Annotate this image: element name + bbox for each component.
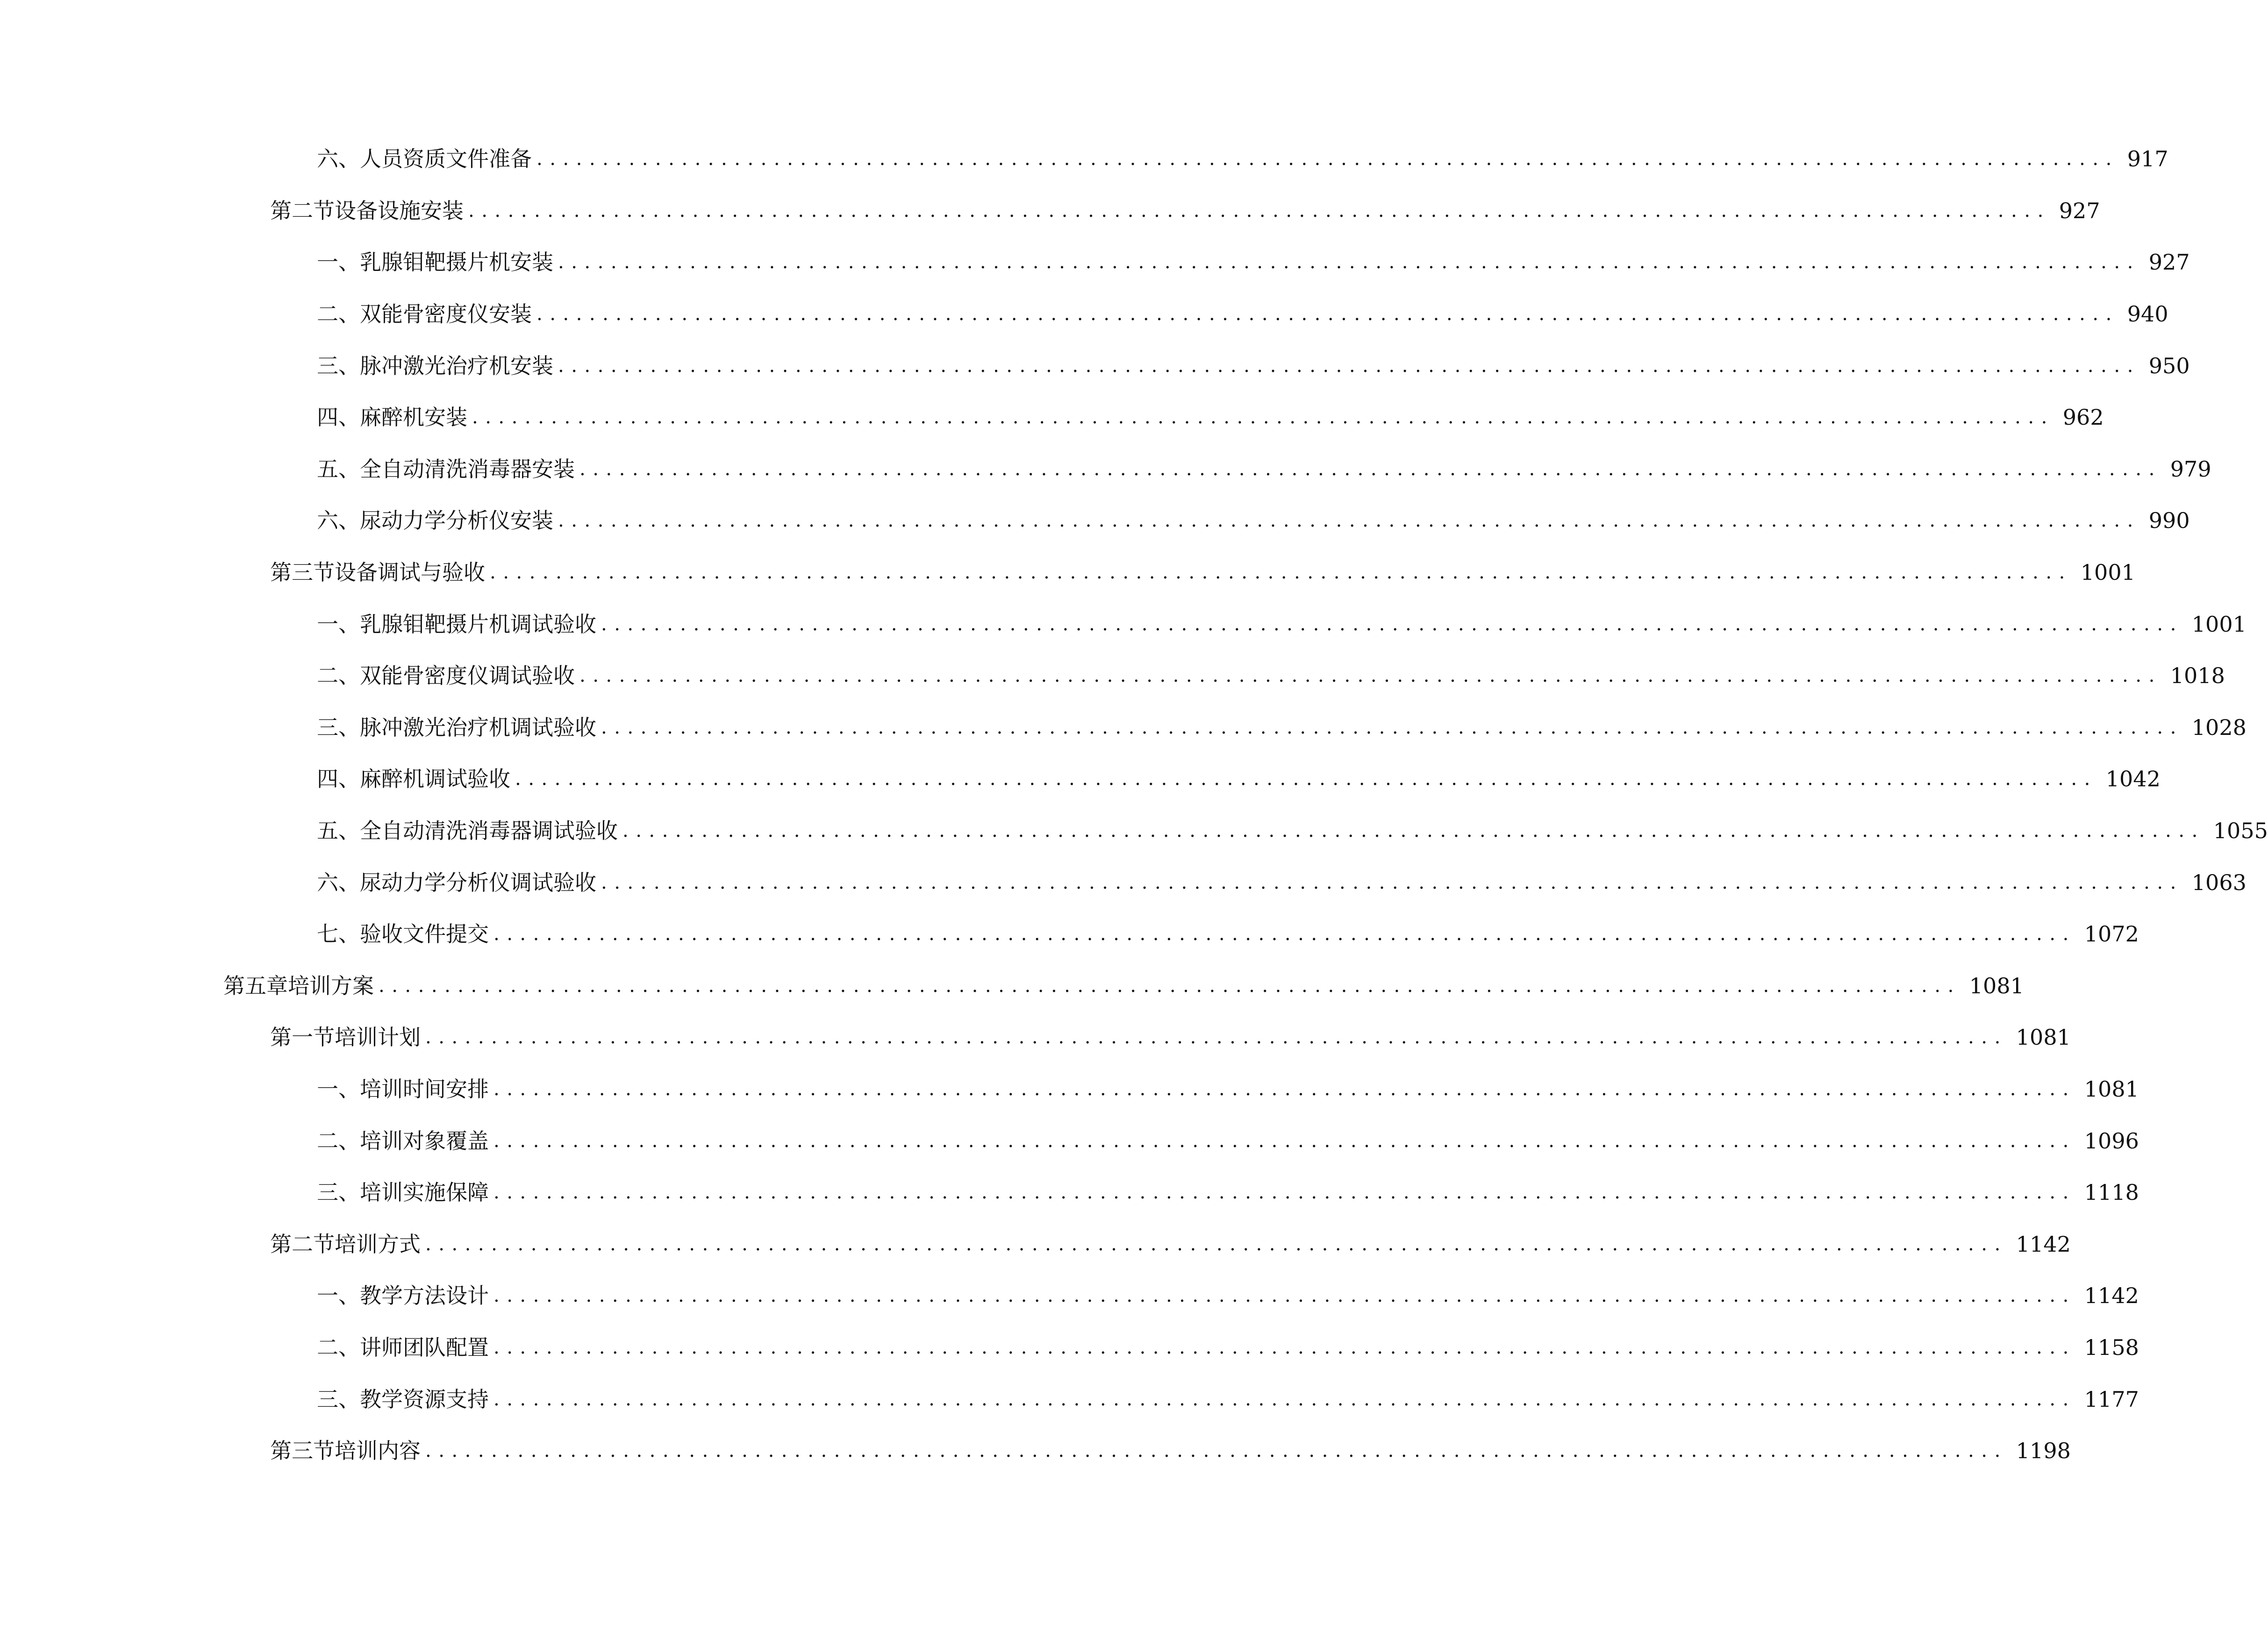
dot-leader: ........................................................................................................................: [425, 1440, 2008, 1462]
dot-leader: ........................................................................................................................: [622, 820, 2205, 842]
toc-entry[interactable]: [0, 1270, 2139, 1322]
toc-entry-title: 人员资质文件准备: [360, 146, 532, 172]
toc-entry[interactable]: [0, 1167, 2139, 1219]
toc-entry[interactable]: [0, 443, 2211, 495]
toc-entry-page-number: 1001: [2191, 611, 2247, 637]
toc-entry[interactable]: [0, 1322, 2139, 1374]
toc-entry[interactable]: [0, 805, 2268, 857]
toc-entry-page-number: 1063: [2191, 869, 2247, 895]
dot-leader: ........................................................................................................................: [601, 613, 2183, 635]
toc-entry-page-number: 917: [2127, 146, 2168, 172]
toc-entry-title: 培训方式: [335, 1231, 421, 1257]
toc-entry[interactable]: [0, 1063, 2139, 1115]
dot-leader: ........................................................................................................................: [472, 406, 2054, 428]
toc-entry-page-number: 979: [2170, 456, 2211, 482]
toc-entry-page-number: 1142: [2084, 1283, 2139, 1309]
toc-entry-page-number: 990: [2148, 508, 2190, 534]
toc-entry[interactable]: [0, 1218, 2071, 1270]
table-of-contents: [0, 133, 2268, 1476]
toc-entry[interactable]: [0, 547, 2135, 599]
dot-leader: ........................................................................................................................: [580, 665, 2162, 687]
dot-leader: ........................................................................................................................: [537, 303, 2119, 325]
dot-leader: ........................................................................................................................: [494, 1130, 2076, 1152]
dot-leader: ........................................................................................................................: [558, 510, 2140, 532]
toc-entry-title: 培训时间安排: [360, 1076, 489, 1102]
toc-entry-page-number: 1001: [2080, 560, 2135, 585]
toc-entry-number: 三、: [317, 1386, 360, 1412]
toc-entry-page-number: 940: [2127, 301, 2168, 327]
toc-entry[interactable]: [0, 392, 2104, 443]
toc-entry[interactable]: [0, 133, 2168, 185]
toc-entry[interactable]: [0, 753, 2161, 805]
toc-entry[interactable]: [0, 598, 2247, 650]
dot-leader: ........................................................................................................................: [601, 716, 2183, 738]
dot-leader: ........................................................................................................................: [601, 871, 2183, 893]
toc-entry-page-number: 927: [2148, 249, 2190, 275]
toc-entry-title: 教学资源支持: [360, 1386, 489, 1412]
toc-entry[interactable]: [0, 1012, 2071, 1063]
toc-entry-number: 第五章: [223, 973, 288, 998]
dot-leader: ........................................................................................................................: [494, 1336, 2076, 1358]
toc-entry-page-number: 1158: [2084, 1334, 2139, 1360]
toc-entry-title: 尿动力学分析仪调试验收: [360, 869, 596, 895]
toc-entry-number: 四、: [317, 766, 360, 792]
toc-entry[interactable]: [0, 236, 2190, 288]
toc-entry-number: 三、: [317, 1180, 360, 1205]
toc-entry[interactable]: [0, 185, 2100, 237]
dot-leader: ........................................................................................................................: [494, 1078, 2076, 1100]
toc-entry-number: 一、: [317, 249, 360, 275]
toc-entry-title: 双能骨密度仪安装: [360, 301, 532, 327]
dot-leader: ........................................................................................................................: [379, 975, 1961, 997]
toc-entry-title: 尿动力学分析仪安装: [360, 508, 553, 534]
dot-leader: ........................................................................................................................: [468, 200, 2051, 221]
toc-entry-page-number: 1072: [2084, 921, 2139, 947]
toc-entry-title: 设备调试与验收: [335, 560, 485, 585]
toc-entry-number: 六、: [317, 146, 360, 172]
toc-entry-number: 七、: [317, 921, 360, 947]
toc-entry-title: 双能骨密度仪调试验收: [360, 663, 575, 689]
toc-entry-title: 麻醉机安装: [360, 405, 467, 430]
toc-entry-title: 教学方法设计: [360, 1283, 489, 1309]
toc-entry[interactable]: [0, 1373, 2139, 1425]
toc-entry-number: 一、: [317, 611, 360, 637]
toc-entry-page-number: 1096: [2084, 1128, 2139, 1154]
dot-leader: ........................................................................................................................: [537, 148, 2119, 170]
dot-leader: ........................................................................................................................: [558, 251, 2140, 273]
toc-entry-number: 二、: [317, 1128, 360, 1154]
toc-entry[interactable]: [0, 960, 2024, 1012]
dot-leader: ........................................................................................................................: [515, 768, 2097, 790]
toc-entry-page-number: 962: [2062, 405, 2104, 430]
toc-entry[interactable]: [0, 856, 2247, 908]
toc-entry-number: 一、: [317, 1076, 360, 1102]
toc-entry-number: 第一节: [270, 1025, 335, 1050]
toc-entry-title: 培训方案: [288, 973, 374, 998]
toc-entry[interactable]: [0, 908, 2139, 960]
toc-entry-number: 六、: [317, 869, 360, 895]
toc-entry-number: 第三节: [270, 1438, 335, 1464]
dot-leader: ........................................................................................................................: [494, 923, 2076, 945]
toc-entry-page-number: 1042: [2105, 766, 2161, 792]
dot-leader: ........................................................................................................................: [494, 1285, 2076, 1307]
dot-leader: ........................................................................................................................: [494, 1388, 2076, 1410]
dot-leader: ........................................................................................................................: [425, 1233, 2008, 1255]
toc-entry-page-number: 1118: [2084, 1180, 2139, 1205]
toc-entry-number: 一、: [317, 1283, 360, 1309]
toc-entry-page-number: 1081: [2084, 1076, 2139, 1102]
dot-leader: ........................................................................................................................: [580, 458, 2162, 480]
toc-entry-page-number: 1081: [1969, 973, 2024, 998]
toc-entry[interactable]: [0, 1425, 2071, 1477]
toc-entry-number: 五、: [317, 818, 360, 844]
toc-entry-number: 三、: [317, 353, 360, 378]
toc-entry-title: 麻醉机调试验收: [360, 766, 510, 792]
toc-entry-page-number: 1081: [2016, 1025, 2071, 1050]
toc-entry-title: 设备设施安装: [335, 198, 464, 223]
toc-entry-page-number: 1028: [2191, 714, 2247, 740]
toc-entry-title: 脉冲激光治疗机安装: [360, 353, 553, 378]
toc-entry-number: 六、: [317, 508, 360, 534]
toc-entry-page-number: 1018: [2170, 663, 2225, 689]
toc-entry-title: 培训对象覆盖: [360, 1128, 489, 1154]
toc-entry-title: 培训计划: [335, 1025, 421, 1050]
toc-entry-number: 第二节: [270, 198, 335, 223]
toc-entry[interactable]: [0, 650, 2225, 702]
toc-entry-title: 验收文件提交: [360, 921, 489, 947]
toc-entry-number: 五、: [317, 456, 360, 482]
toc-entry-title: 脉冲激光治疗机调试验收: [360, 714, 596, 740]
toc-entry-page-number: 950: [2148, 353, 2190, 378]
toc-entry-page-number: 1055: [2213, 818, 2268, 844]
toc-entry-number: 二、: [317, 301, 360, 327]
toc-entry-number: 第二节: [270, 1231, 335, 1257]
toc-entry[interactable]: [0, 1115, 2139, 1167]
dot-leader: ........................................................................................................................: [490, 562, 2072, 584]
toc-entry-page-number: 1177: [2084, 1386, 2139, 1412]
toc-entry[interactable]: [0, 340, 2190, 392]
dot-leader: ........................................................................................................................: [425, 1026, 2008, 1048]
toc-entry-title: 乳腺钼靶摄片机安装: [360, 249, 553, 275]
toc-entry-number: 三、: [317, 714, 360, 740]
toc-entry-title: 讲师团队配置: [360, 1334, 489, 1360]
toc-entry-title: 培训实施保障: [360, 1180, 489, 1205]
toc-entry-page-number: 1142: [2016, 1231, 2071, 1257]
toc-entry[interactable]: [0, 702, 2247, 754]
toc-entry[interactable]: [0, 495, 2190, 547]
toc-entry-title: 全自动清洗消毒器安装: [360, 456, 575, 482]
toc-entry-number: 二、: [317, 1334, 360, 1360]
toc-entry-number: 二、: [317, 663, 360, 689]
toc-entry[interactable]: [0, 288, 2168, 340]
toc-entry-number: 四、: [317, 405, 360, 430]
toc-entry-number: 第三节: [270, 560, 335, 585]
toc-entry-title: 培训内容: [335, 1438, 421, 1464]
toc-entry-title: 全自动清洗消毒器调试验收: [360, 818, 618, 844]
toc-entry-page-number: 1198: [2016, 1438, 2071, 1464]
toc-entry-page-number: 927: [2059, 198, 2100, 223]
dot-leader: ........................................................................................................................: [558, 355, 2140, 377]
dot-leader: ........................................................................................................................: [494, 1182, 2076, 1204]
toc-entry-title: 乳腺钼靶摄片机调试验收: [360, 611, 596, 637]
